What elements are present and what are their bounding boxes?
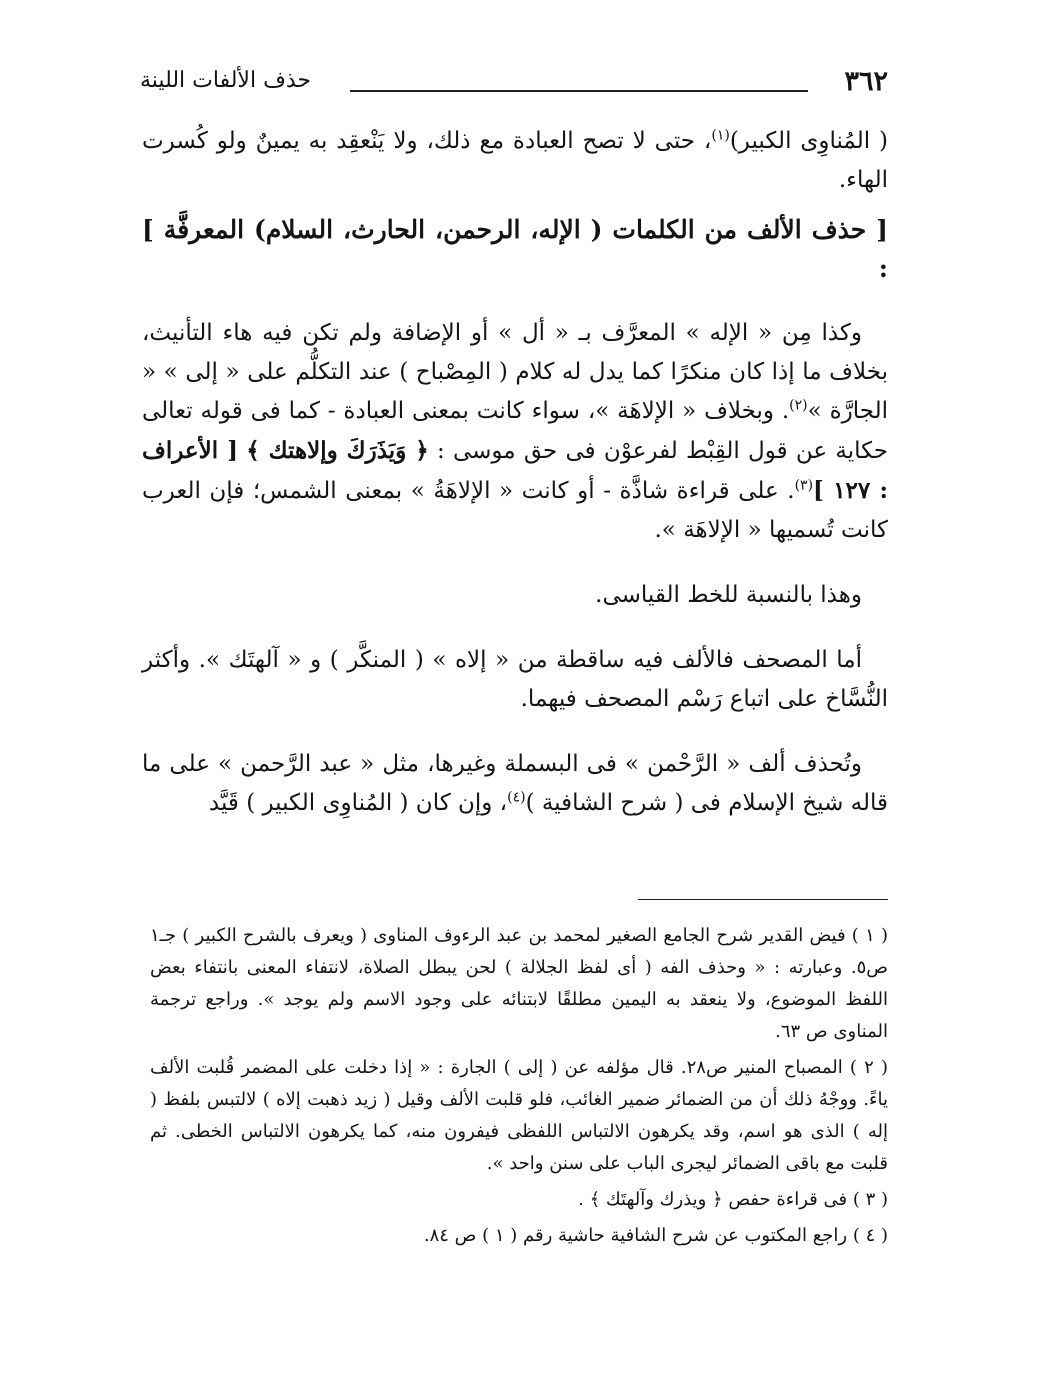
footnote-ref-3: (٣)	[794, 477, 814, 494]
header-rule	[350, 90, 808, 92]
footnote-2: ( ٢ ) المصباح المنير ص٢٨. قال مؤلفه عن ( إلى ) الجارة : « إذا دخلت على المضمر قُلبت الألف ياءً. ووجْهُ ذلك أن من الضمائر ضمير الغائب، فلو قلبت الألف وقيل ( زيد ذهبت إلاه ) لالتبس بلفظ ( إله ) الذى هو اسم، وقد يكرهون الالتباس اللفظى فيفرون منه، كما يكرهون الالتباس الخطى. ثم قلبت مع باقى الضمائر ليجرى الباب على سنن واحد ».	[150, 1057, 888, 1174]
paragraph-continuation	[142, 122, 888, 200]
footnote-ref-4: (٤)	[507, 789, 526, 806]
footnote-ref-1: (١)	[711, 127, 730, 144]
text-segment: ، حتى لا تصح العبادة مع ذلك، ولا يَنْعقِد به يمينٌ ولو كُسرت الهاء.	[142, 128, 888, 193]
footnote-ref-2: (٢)	[789, 397, 808, 414]
paragraph-ilah	[142, 314, 888, 550]
running-title: حذف الألفات اللينة	[140, 68, 312, 93]
paragraph-mushaf: أما المصحف فالألف فيه ساقطة من « إلاه » ( المنكَّر ) و « آلهتَك ». وأكثر النُّسَّاخ على اتباع رَسْم المصحف فيهما.	[142, 647, 888, 712]
paragraph-rahman	[142, 745, 888, 823]
section-heading: [ حذف الألف من الكلمات ( الإله، الرحمن، الحارث، السلام) المعرفَّة ] :	[142, 215, 888, 283]
quran-reference: [ الأعراف : ١٢٧ ]	[142, 437, 889, 504]
paragraph-qiyasi: وهذا بالنسبة للخط القياسى.	[595, 582, 862, 608]
footnote-3: ( ٣ ) فى قراءة حفص ﴿ ويذرك وآلهتَك ﴾ .	[578, 1189, 888, 1210]
page-number: ٣٦٢	[844, 66, 888, 97]
footnote-rule	[638, 899, 888, 900]
footnote-1: ( ١ ) فيض القدير شرح الجامع الصغير لمحمد بن عبد الرءوف المناوى ( ويعرف بالشرح الكبير ) جـ١ ص٥. وعبارته : « وحذف الفه ( أى لفظ الجلالة ) لحن يبطل الصلاة، لانتفاء المعنى بانتفاء بعض اللفظ الموضوع، ولا ينعقد به اليمين مطلقًا لابتنائه على وجود الاسم ولم يوجد ». وراجع ترجمة المناوى ص ٦٣.	[150, 925, 888, 1042]
text-segment: ( المُناوِى الكبير)	[729, 128, 888, 154]
text-segment: وتُحذف ألف « الرَّحْمن » فى البسملة وغيرها، مثل « عبد الرَّحمن » على ما قاله شيخ الإسلام فى ( شرح الشافية )	[142, 751, 888, 816]
text-segment: . على قراءة شاذَّة - أو كانت « الإلاهَةُ » بمعنى الشمس؛ فإن العرب كانت تُسميها « الإلاهَة ».	[142, 478, 888, 543]
footnotes	[150, 920, 888, 1256]
main-text	[142, 122, 888, 849]
footnote-4: ( ٤ ) راجع المكتوب عن شرح الشافية حاشية رقم ( ١ ) ص ٨٤.	[423, 1225, 888, 1246]
text-segment: . وبخلاف « الإلاهَة »، سواء كانت بمعنى العبادة - كما فى قوله تعالى حكاية عن قول القِبْط لفرعوْن فى حق موسى :	[142, 398, 889, 464]
running-header	[140, 66, 888, 106]
text-segment: ، وإن كان ( المُناوِى الكبير ) قَيَّد	[208, 790, 508, 816]
quran-quote: ﴿ وَيَذَرَكَ وإلاهتك ﴾	[246, 437, 429, 464]
text-segment: وكذا مِن « الإله » المعرَّف بـ « أل » أو الإضافة ولم تكن فيه هاء التأنيث، بخلاف ما إذا كان منكرًا كما يدل له كلام ( المِصْباح ) عند التكلُّم على « إلى » « الجارَّة »	[142, 320, 888, 424]
